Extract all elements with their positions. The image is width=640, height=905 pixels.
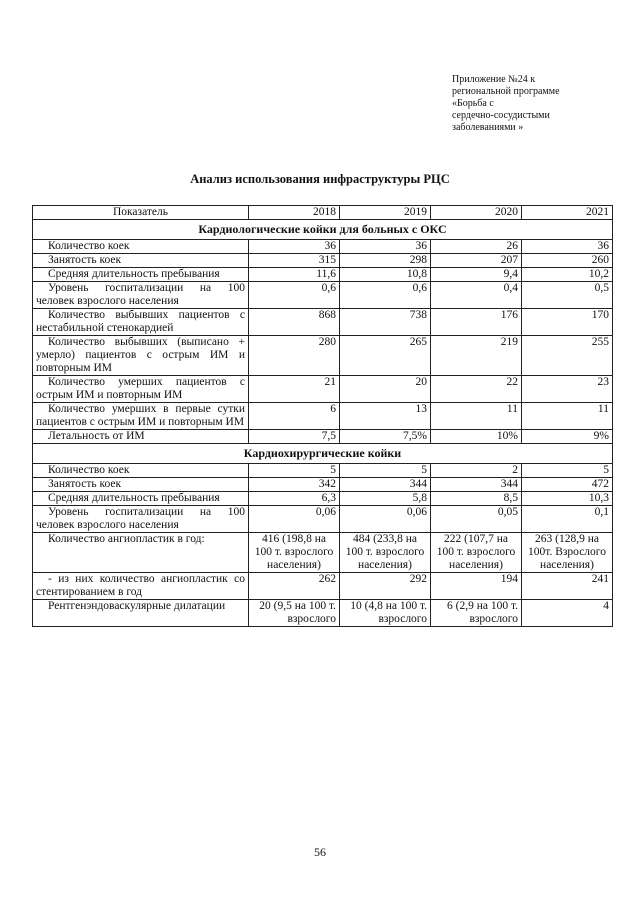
- table-row: [33, 478, 613, 492]
- cell-value: 11: [431, 403, 522, 430]
- appendix-line: региональной программе: [452, 86, 560, 97]
- table-row: [33, 254, 613, 268]
- cell-value: 5: [522, 464, 613, 478]
- cell-value: 170: [522, 309, 613, 336]
- table-row: [33, 492, 613, 506]
- cell-value: 4: [522, 600, 613, 627]
- cell-value: 263 (128,9 на 100т. Взрослого населения): [522, 533, 613, 573]
- row-label: Рентгенэндоваскулярные дилатации: [33, 600, 249, 627]
- cell-value: 738: [340, 309, 431, 336]
- page-number: 56: [314, 845, 326, 859]
- table-row: [33, 336, 613, 376]
- section-row: [33, 220, 613, 240]
- cell-value: 219: [431, 336, 522, 376]
- cell-value: 0,6: [249, 282, 340, 309]
- cell-value: 10,2: [522, 268, 613, 282]
- cell-value: 36: [249, 240, 340, 254]
- cell-value: 11: [522, 403, 613, 430]
- cell-value: 5,8: [340, 492, 431, 506]
- cell-value: 298: [340, 254, 431, 268]
- table-row: [33, 573, 613, 600]
- infrastructure-table: [32, 205, 613, 627]
- cell-value: 0,6: [340, 282, 431, 309]
- cell-value: 222 (107,7 на 100 т. взрослого населения): [431, 533, 522, 573]
- row-label: Количество умерших пациентов с острым ИМ и повторным ИМ: [33, 376, 249, 403]
- row-label: Средняя длительность пребывания: [33, 492, 249, 506]
- cell-value: 194: [431, 573, 522, 600]
- cell-value: 0,05: [431, 506, 522, 533]
- row-label: - из них количество ангиопластик со стентированием в год: [33, 573, 249, 600]
- cell-value: 0,06: [340, 506, 431, 533]
- cell-value: 868: [249, 309, 340, 336]
- section-title: Кардиологические койки для больных с ОКС: [33, 220, 613, 240]
- cell-value: 0,06: [249, 506, 340, 533]
- row-label: Количество умерших в первые сутки пациентов с острым ИМ и повторным ИМ: [33, 403, 249, 430]
- cell-value: 255: [522, 336, 613, 376]
- row-label: Уровень госпитализации на 100 человек взрослого населения: [33, 506, 249, 533]
- cell-value: 262: [249, 573, 340, 600]
- table-row: [33, 268, 613, 282]
- cell-value: 0,1: [522, 506, 613, 533]
- column-header: 2018: [249, 206, 340, 220]
- cell-value: 342: [249, 478, 340, 492]
- column-header: 2020: [431, 206, 522, 220]
- table-header-row: [33, 206, 613, 220]
- row-label: Количество коек: [33, 464, 249, 478]
- column-header: 2019: [340, 206, 431, 220]
- appendix-line: «Борьба с: [452, 98, 494, 109]
- row-label: Средняя длительность пребывания: [33, 268, 249, 282]
- cell-value: 241: [522, 573, 613, 600]
- cell-value: 9%: [522, 430, 613, 444]
- cell-value: 344: [340, 478, 431, 492]
- table-row: [33, 533, 613, 573]
- appendix-line: заболеваниями »: [452, 122, 524, 133]
- cell-value: 2: [431, 464, 522, 478]
- document-title: Анализ использования инфраструктуры РЦС: [190, 172, 450, 186]
- cell-value: 9,4: [431, 268, 522, 282]
- cell-value: 176: [431, 309, 522, 336]
- cell-value: 7,5: [249, 430, 340, 444]
- appendix-line: Приложение №24 к: [452, 74, 536, 85]
- section-title: Кардиохирургические койки: [33, 444, 613, 464]
- cell-value: 10 (4,8 на 100 т. взрослого: [340, 600, 431, 627]
- section-row: [33, 444, 613, 464]
- row-label: Занятость коек: [33, 478, 249, 492]
- table-row: [33, 430, 613, 444]
- cell-value: 0,4: [431, 282, 522, 309]
- cell-value: 265: [340, 336, 431, 376]
- table-row: [33, 309, 613, 336]
- cell-value: 6,3: [249, 492, 340, 506]
- cell-value: 344: [431, 478, 522, 492]
- cell-value: 292: [340, 573, 431, 600]
- cell-value: 20: [340, 376, 431, 403]
- cell-value: 0,5: [522, 282, 613, 309]
- table-row: [33, 600, 613, 627]
- cell-value: 416 (198,8 на 100 т. взрослого населения): [249, 533, 340, 573]
- cell-value: 280: [249, 336, 340, 376]
- row-label: Количество коек: [33, 240, 249, 254]
- row-label: Летальность от ИМ: [33, 430, 249, 444]
- cell-value: 472: [522, 478, 613, 492]
- cell-value: 26: [431, 240, 522, 254]
- cell-value: 36: [340, 240, 431, 254]
- cell-value: 13: [340, 403, 431, 430]
- cell-value: 23: [522, 376, 613, 403]
- cell-value: 6 (2,9 на 100 т. взрослого: [431, 600, 522, 627]
- table-row: [33, 376, 613, 403]
- cell-value: 11,6: [249, 268, 340, 282]
- cell-value: 6: [249, 403, 340, 430]
- table-row: [33, 240, 613, 254]
- cell-value: 5: [340, 464, 431, 478]
- cell-value: 5: [249, 464, 340, 478]
- row-label: Занятость коек: [33, 254, 249, 268]
- row-label: Количество выбывших (выписано + умерло) пациентов с острым ИМ и повторным ИМ: [33, 336, 249, 376]
- table-row: [33, 506, 613, 533]
- cell-value: 22: [431, 376, 522, 403]
- row-label: Уровень госпитализации на 100 человек взрослого населения: [33, 282, 249, 309]
- cell-value: 315: [249, 254, 340, 268]
- table-row: [33, 464, 613, 478]
- table-row: [33, 403, 613, 430]
- cell-value: 7,5%: [340, 430, 431, 444]
- cell-value: 8,5: [431, 492, 522, 506]
- cell-value: 484 (233,8 на 100 т. взрослого населения): [340, 533, 431, 573]
- cell-value: 10,3: [522, 492, 613, 506]
- cell-value: 10%: [431, 430, 522, 444]
- column-header: Показатель: [33, 206, 249, 220]
- cell-value: 21: [249, 376, 340, 403]
- cell-value: 260: [522, 254, 613, 268]
- table-row: [33, 282, 613, 309]
- appendix-line: сердечно-сосудистыми: [452, 110, 550, 121]
- row-label: Количество выбывших пациентов с нестабильной стенокардией: [33, 309, 249, 336]
- cell-value: 36: [522, 240, 613, 254]
- cell-value: 10,8: [340, 268, 431, 282]
- column-header: 2021: [522, 206, 613, 220]
- appendix-note: [452, 74, 612, 134]
- row-label: Количество ангиопластик в год:: [33, 533, 249, 573]
- cell-value: 20 (9,5 на 100 т. взрослого: [249, 600, 340, 627]
- cell-value: 207: [431, 254, 522, 268]
